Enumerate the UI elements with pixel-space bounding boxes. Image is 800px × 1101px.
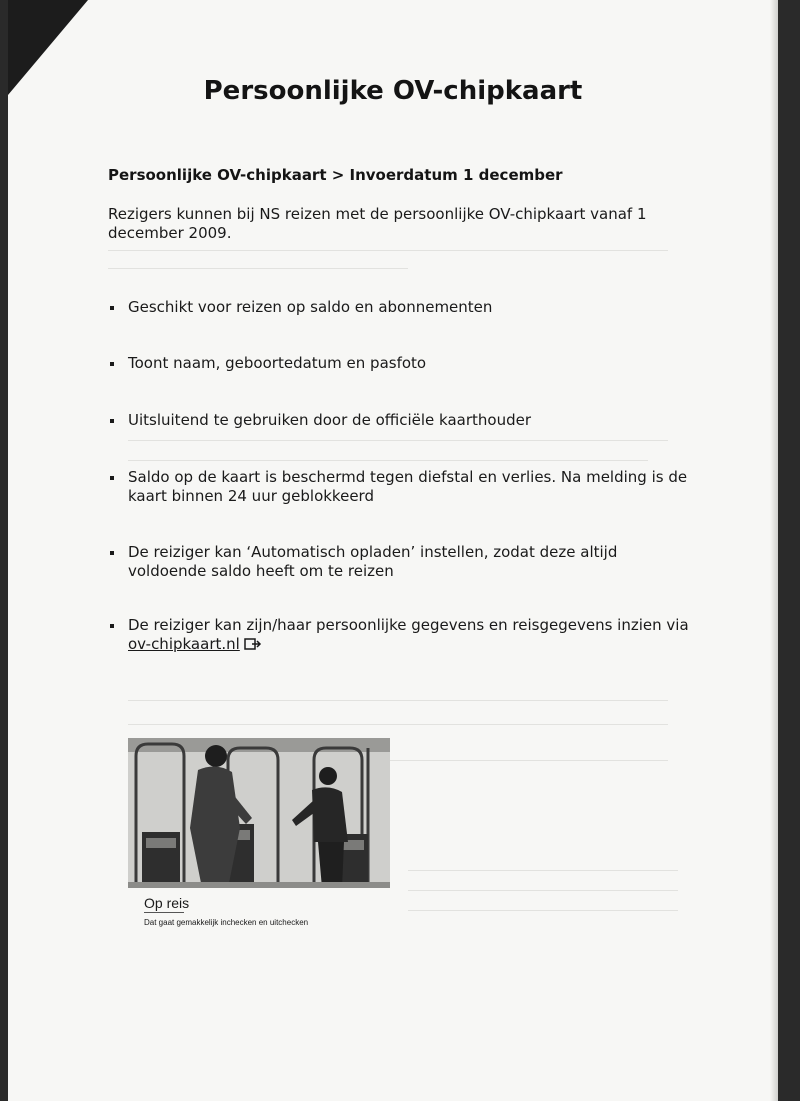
page-title: Persoonlijke OV-chipkaart bbox=[203, 76, 583, 106]
external-link-icon[interactable] bbox=[244, 637, 262, 656]
list-item: Geschikt voor reizen op saldo en abonnementen bbox=[108, 298, 698, 317]
page-edge bbox=[770, 0, 778, 1101]
ov-chipkaart-link[interactable]: ov-chipkaart.nl bbox=[128, 635, 240, 653]
document-page bbox=[8, 0, 778, 1101]
list-item bbox=[108, 616, 698, 656]
photo-caption-text: Dat gaat gemakkelijk inchecken en uitchecken bbox=[144, 918, 309, 927]
list-item-text: De reiziger kan zijn/haar persoonlijke gegevens en reisgegevens inzien via bbox=[128, 616, 689, 634]
list-item: De reiziger kan ‘Automatisch opladen’ instellen, zodat deze altijd voldoende saldo heeft om te reizen bbox=[108, 543, 698, 581]
bleed-through-line bbox=[108, 250, 668, 251]
bleed-through-line bbox=[128, 724, 668, 725]
bleed-through-line bbox=[128, 440, 668, 441]
station-gates-photo bbox=[128, 738, 390, 888]
section-heading: Persoonlijke OV-chipkaart > Invoerdatum 1 december bbox=[108, 166, 563, 184]
caption-divider bbox=[144, 912, 184, 913]
intro-paragraph: Rezigers kunnen bij NS reizen met de persoonlijke OV-chipkaart vanaf 1 december 2009. bbox=[108, 205, 647, 242]
list-item: Toont naam, geboortedatum en pasfoto bbox=[108, 354, 698, 373]
bleed-through-line bbox=[128, 700, 668, 701]
photo-caption-title: Op reis bbox=[144, 895, 190, 911]
list-item: Uitsluitend te gebruiken door de officiële kaarthouder bbox=[108, 411, 698, 430]
bleed-through-line bbox=[408, 870, 678, 871]
list-item: Saldo op de kaart is beschermd tegen diefstal en verlies. Na melding is de kaart binnen 24 uur geblokkeerd bbox=[108, 468, 698, 506]
bleed-through-line bbox=[408, 910, 678, 911]
bleed-through-line bbox=[108, 268, 408, 269]
bleed-through-line bbox=[128, 460, 648, 461]
bleed-through-line bbox=[408, 890, 678, 891]
